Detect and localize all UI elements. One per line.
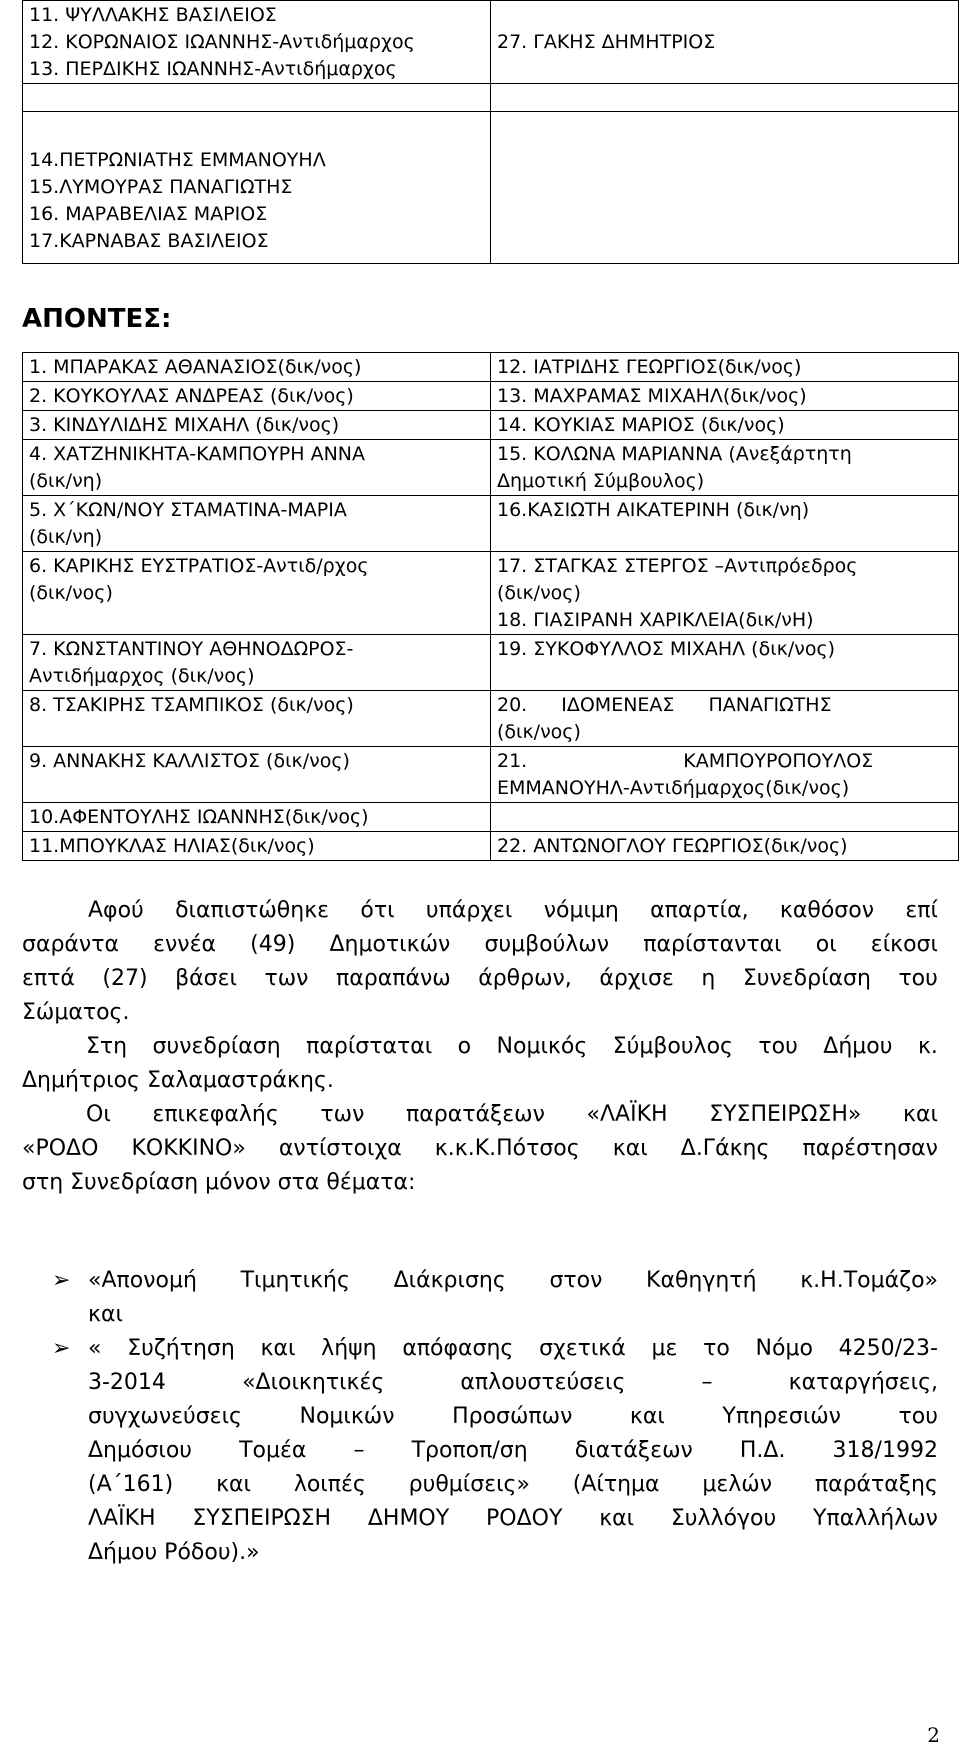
absent-member: 9. ΑΝΝΑΚΗΣ ΚΑΛΛΙΣΤΟΣ (δικ/νος) — [29, 750, 350, 772]
absent-member: 12. ΙΑΤΡΙΔΗΣ ΓΕΩΡΓΙΟΣ(δικ/νος) — [497, 356, 802, 378]
arrow-bullet-icon: ➢ — [52, 1268, 71, 1293]
table-row — [23, 84, 959, 112]
absent-member: 17. ΣΤΑΓΚΑΣ ΣΤΕΡΓΟΣ –Αντιπρόεδρος — [497, 555, 858, 577]
table-row — [23, 552, 959, 635]
table-row — [23, 411, 959, 440]
text-line: συγχωνεύσεις Νομικών Προσώπων και Υπηρεσιών του — [88, 1404, 938, 1429]
text-line: Οι επικεφαλής των παρατάξεων «ΛΑΪΚΗ ΣΥΣΠΕΙΡΩΣΗ» και — [86, 1102, 938, 1127]
absent-member: 8. ΤΣΑΚΙΡΗΣ ΤΣΑΜΠΙΚΟΣ (δικ/νος) — [29, 694, 354, 716]
absent-member-status: ΕΜΜΑΝΟΥΗΛ-Αντιδήμαρχος(δικ/νος) — [497, 777, 850, 799]
text-line: Δημήτριος Σαλαμαστράκης. — [22, 1068, 334, 1093]
absent-member-status: (δικ/νος) — [497, 582, 581, 604]
absent-member: 3. ΚΙΝΔΥΛΙΔΗΣ ΜΙΧΑΗΛ (δικ/νος) — [29, 414, 340, 436]
paragraph-leaders — [22, 1098, 938, 1200]
absent-member: 11.ΜΠΟΥΚΛΑΣ ΗΛΙΑΣ(δικ/νος) — [29, 835, 315, 857]
present-members-table — [22, 0, 959, 264]
table-row — [23, 496, 959, 552]
topics-list — [52, 1264, 938, 1570]
page-number: 2 — [927, 1723, 940, 1747]
table-row — [23, 691, 959, 747]
member-name: 17.ΚΑΡΝΑΒΑΣ ΒΑΣΙΛΕΙΟΣ — [29, 230, 269, 252]
empty-cell — [23, 84, 491, 112]
text-line: Στη συνεδρίαση παρίσταται ο Νομικός Σύμβουλος του Δήμου κ. — [86, 1034, 938, 1059]
arrow-bullet-icon: ➢ — [52, 1336, 71, 1361]
present-right-cell — [491, 1, 959, 84]
minutes-text — [22, 894, 938, 1200]
table-row — [23, 803, 959, 832]
absent-member: 20. ΙΔΟΜΕΝΕΑΣ ΠΑΝΑΓΙΩΤΗΣ — [497, 694, 832, 716]
member-name — [497, 2, 952, 29]
absent-member: 1. ΜΠΑΡΑΚΑΣ ΑΘΑΝΑΣΙΟΣ(δικ/νος) — [29, 356, 362, 378]
table-row — [23, 353, 959, 382]
list-item — [52, 1264, 938, 1332]
absent-member: 5. Χ΄ΚΩΝ/ΝΟΥ ΣΤΑΜΑΤΙΝΑ-ΜΑΡΙΑ — [29, 499, 347, 521]
table-row — [23, 1, 959, 84]
table-row — [23, 112, 959, 264]
text-line: (Α΄161) και λοιπές ρυθμίσεις» (Αίτημα μελών παράταξης — [88, 1472, 938, 1497]
member-name: 14.ΠΕΤΡΩΝΙΑΤΗΣ ΕΜΜΑΝΟΥΗΛ — [29, 149, 326, 171]
text-line: «Απονομή Τιμητικής Διάκρισης στον Καθηγητή κ.Η.Τομάζο» — [88, 1268, 938, 1293]
absent-member: 2. ΚΟΥΚΟΥΛΑΣ ΑΝΔΡΕΑΣ (δικ/νος) — [29, 385, 354, 407]
member-name: 27. ΓΑΚΗΣ ΔΗΜΗΤΡΙΟΣ — [497, 31, 716, 53]
text-line: ΛΑΪΚΗ ΣΥΣΠΕΙΡΩΣΗ ΔΗΜΟΥ ΡΟΔΟΥ και Συλλόγου Υπαλλήλων — [88, 1506, 938, 1531]
absent-member: 16.ΚΑΣΙΩΤΗ ΑΙΚΑΤΕΡΙΝΗ (δικ/νη) — [497, 499, 810, 521]
text-line: επτά (27) βάσει των παραπάνω άρθρων, άρχισε η Συνεδρίαση του — [22, 966, 938, 991]
text-line: Αφού διαπιστώθηκε ότι υπάρχει νόμιμη απαρτία, καθόσον επί — [88, 898, 938, 923]
absent-member-status: (δικ/νος) — [497, 721, 581, 743]
text-line: Σώματος. — [22, 1000, 130, 1025]
text-line: και — [88, 1302, 123, 1327]
paragraph-legal-advisor — [22, 1030, 938, 1098]
text-line: 3-2014 «Διοικητικές απλουστεύσεις – καταργήσεις, — [88, 1370, 938, 1395]
absent-heading: ΑΠΟΝΤΕΣ: — [22, 304, 172, 334]
paragraph-quorum — [22, 894, 938, 1030]
absent-member: 15. ΚΟΛΩΝΑ ΜΑΡΙΑΝΝΑ (Ανεξάρτητη — [497, 443, 852, 465]
present-left-cell — [23, 1, 491, 84]
text-line: Δήμου Ρόδου).» — [88, 1540, 260, 1565]
list-item — [52, 1332, 938, 1570]
table-row — [23, 635, 959, 691]
text-line: Δημόσιου Τομέα – Τροποπ/ση διατάξεων Π.Δ. 318/1992 — [88, 1438, 938, 1463]
table-row — [23, 832, 959, 861]
absent-member: 7. ΚΩΝΣΤΑΝΤΙΝΟΥ ΑΘΗΝΟΔΩΡΟΣ- — [29, 638, 354, 660]
member-name: 13. ΠΕΡΔΙΚΗΣ ΙΩΑΝΝΗΣ-Αντιδήμαρχος — [29, 58, 397, 80]
absent-member-status: (δικ/νη) — [29, 526, 103, 548]
absent-member-status: Δημοτική Σύμβουλος) — [497, 470, 705, 492]
absent-member: 10.ΑΦΕΝΤΟΥΛΗΣ ΙΩΑΝΝΗΣ(δικ/νος) — [29, 806, 369, 828]
absent-member: 22. ΑΝΤΩΝΟΓΛΟΥ ΓΕΩΡΓΙΟΣ(δικ/νος) — [497, 835, 848, 857]
table-row — [23, 440, 959, 496]
text-line: « Συζήτηση και λήψη απόφασης σχετικά με το Νόμο 4250/23- — [88, 1336, 938, 1361]
absent-member-status: (δικ/νος) — [29, 582, 113, 604]
absent-member-status: (δικ/νη) — [29, 470, 103, 492]
absent-member: 6. ΚΑΡΙΚΗΣ ΕΥΣΤΡΑΤΙΟΣ-Αντιδ/ρχος — [29, 555, 369, 577]
empty-cell — [491, 84, 959, 112]
absent-member: 13. ΜΑΧΡΑΜΑΣ ΜΙΧΑΗΛ(δικ/νος) — [497, 385, 807, 407]
member-name: 12. ΚΟΡΩΝΑΙΟΣ ΙΩΑΝΝΗΣ-Αντιδήμαρχος — [29, 31, 415, 53]
absent-member: 4. ΧΑΤΖΗΝΙΚΗΤΑ-ΚΑΜΠΟΥΡΗ ΑΝΝΑ — [29, 443, 366, 465]
absent-member: 21. ΚΑΜΠΟΥΡΟΠΟΥΛΟΣ — [497, 750, 874, 772]
text-line: σαράντα εννέα (49) Δημοτικών συμβούλων παρίστανται οι είκοσι — [22, 932, 938, 957]
table-row — [23, 747, 959, 803]
member-name: 16. ΜΑΡΑΒΕΛΙΑΣ ΜΑΡΙΟΣ — [29, 203, 268, 225]
absent-member: 18. ΓΙΑΣΙΡΑΝΗ ΧΑΡΙΚΛΕΙΑ(δικ/νΗ) — [497, 609, 814, 631]
present-left-cell — [23, 112, 491, 264]
member-name: 15.ΛΥΜΟΥΡΑΣ ΠΑΝΑΓΙΩΤΗΣ — [29, 176, 293, 198]
absent-member: 19. ΣΥΚΟΦΥΛΛΟΣ ΜΙΧΑΗΛ (δικ/νος) — [497, 638, 836, 660]
absent-members-table — [22, 352, 959, 861]
member-name: 11. ΨΥΛΛΑΚΗΣ ΒΑΣΙΛΕΙΟΣ — [29, 4, 277, 26]
absent-member: 14. ΚΟΥΚΙΑΣ ΜΑΡΙΟΣ (δικ/νος) — [497, 414, 785, 436]
text-line: «ΡΟΔΟ ΚΟΚΚΙΝΟ» αντίστοιχα κ.κ.Κ.Πότσος και Δ.Γάκης παρέστησαν — [22, 1136, 938, 1161]
absent-member-status: Αντιδήμαρχος (δικ/νος) — [29, 665, 255, 687]
text-line: στη Συνεδρίαση μόνον στα θέματα: — [22, 1170, 416, 1195]
table-row — [23, 382, 959, 411]
empty-cell — [491, 112, 959, 264]
